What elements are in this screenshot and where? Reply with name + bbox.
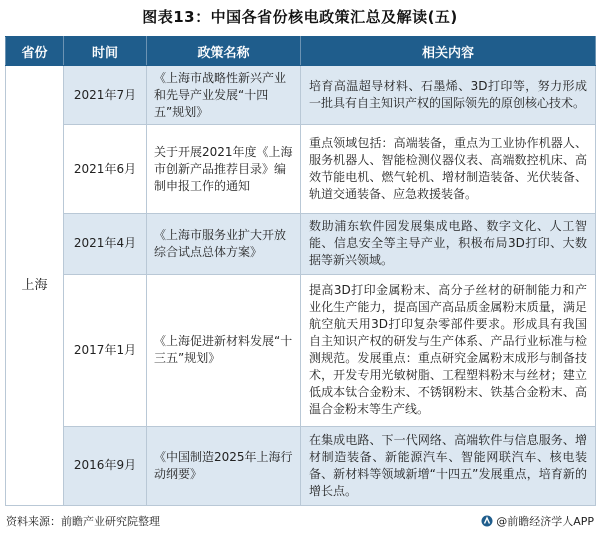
brand-credit <box>481 513 594 529</box>
header-content: 相关内容 <box>301 37 596 66</box>
policy-name-cell: 《上海市战略性新兴产业和先导产业发展“十四五”规划》 <box>147 66 301 125</box>
content-cell: 重点领域包括：高端装备，重点为工业协作机器人、服务机器人、智能检测仪器仪表、高端数控机床、高效节能电机、燃气轮机、增材制造装备、光伏装备、轨道交通装备、应急救援装备。 <box>301 125 596 214</box>
content-cell: 在集成电路、下一代网络、高端软件与信息服务、增材制造装备、新能源汽车、智能网联汽车、核电装备、新材料等领域新增“十四五”发展重点，培育新的增长点。 <box>301 426 596 505</box>
header-time: 时间 <box>64 37 147 66</box>
table-row <box>6 125 596 214</box>
table-row <box>6 274 596 426</box>
policy-name-cell: 《上海促进新材料发展“十三五”规划》 <box>147 274 301 426</box>
policy-name-cell: 《上海市服务业扩大开放综合试点总体方案》 <box>147 214 301 274</box>
province-cell: 上海 <box>6 66 64 506</box>
qianzhan-logo-icon <box>481 515 493 527</box>
time-cell: 2021年7月 <box>64 66 147 125</box>
content-cell: 提高3D打印金属粉末、高分子丝材的研制能力和产业化生产能力，提高国产高品质金属粉末质量，满足航空航天用3D打印复杂零部件要求。形成具有我国自主知识产权的研发与生产体系、产品行业标准与检测规范。发展重点：重点研究金属粉末成形与制备技术，开发专用光敏树脂、工程塑料粉末与丝材；建立低成本钛合金粉末、不锈钢粉末、铁基合金粉末、高温合金粉末等生产线。 <box>301 274 596 426</box>
policy-table <box>5 36 596 506</box>
time-cell: 2016年9月 <box>64 426 147 505</box>
content-cell: 数助浦东软件园发展集成电路、数字文化、人工智能、信息安全等主导产业，积极布局3D打印、大数据等新兴领域。 <box>301 214 596 274</box>
brand-text: @前瞻经济学人APP <box>496 515 594 528</box>
table-row <box>6 214 596 274</box>
table-header-row <box>6 37 596 66</box>
table-row <box>6 66 596 125</box>
time-cell: 2017年1月 <box>64 274 147 426</box>
content-cell: 培育高温超导材料、石墨烯、3D打印等，努力形成一批具有自主知识产权的国际领先的原创核心技术。 <box>301 66 596 125</box>
time-cell: 2021年4月 <box>64 214 147 274</box>
header-policy-name: 政策名称 <box>147 37 301 66</box>
policy-name-cell: 《中国制造2025年上海行动纲要》 <box>147 426 301 505</box>
source-note: 资料来源：前瞻产业研究院整理 <box>6 515 160 528</box>
header-province: 省份 <box>6 37 64 66</box>
page-title: 图表13：中国各省份核电政策汇总及解读(五) <box>142 8 458 26</box>
time-cell: 2021年6月 <box>64 125 147 214</box>
policy-name-cell: 关于开展2021年度《上海市创新产品推荐目录》编制申报工作的通知 <box>147 125 301 214</box>
table-row <box>6 426 596 505</box>
